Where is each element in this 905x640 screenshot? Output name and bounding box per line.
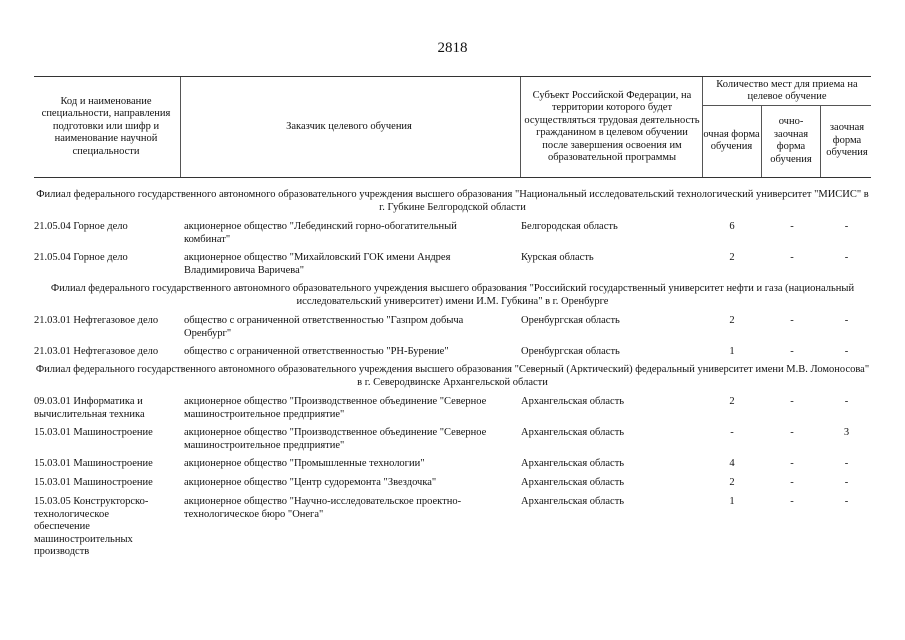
cell-full: - (730, 427, 734, 438)
cell-full: 1 (729, 496, 735, 507)
cell-full: 2 (729, 396, 735, 407)
cell-part: - (844, 396, 849, 407)
cell-mixed: - (790, 458, 794, 469)
cell-customer: общество с ограниченной ответственностью "РН-Бурение" (184, 346, 449, 357)
section-title: Филиал федерального государственного автономного образовательного учреждения высшего образования "Российский государственный университет нефти и газа (национальный исследовательский университет) имени И.М. Губкина" в г. Оренбурге (50, 283, 855, 307)
cell-customer: общество с ограниченной ответственностью "Газпром добыча Оренбург" (184, 315, 464, 339)
cell-part: - (844, 315, 849, 326)
cell-mixed: - (790, 496, 794, 507)
cell-mixed: - (790, 252, 794, 263)
cell-part: 3 (843, 427, 850, 438)
cell-region: Курская область (521, 252, 594, 263)
cell-spec: 21.05.04 Горное дело (34, 221, 128, 232)
cell-mixed: - (790, 477, 794, 488)
cell-mixed: - (790, 396, 794, 407)
cell-mixed: - (790, 221, 794, 232)
header-customer: Заказчик целевого обучения (286, 120, 412, 132)
cell-customer: акционерное общество "Производственное объединение "Северное машиностроительное предприятие" (184, 396, 487, 420)
cell-customer: акционерное общество "Михайловский ГОК имени Андрея Владимировича Варичева" (184, 252, 451, 276)
header-places: Количество мест для приема на целевое обучение (716, 78, 858, 102)
section-title: Филиал федерального государственного автономного образовательного учреждения высшего образования "Национальный исследовательский технологический университет "МИСИС" в г. Губкине Белгородской области (36, 189, 869, 213)
cell-region: Оренбургская область (521, 346, 620, 357)
header-full-time: очная форма обучения (703, 128, 760, 152)
cell-spec: 21.05.04 Горное дело (34, 252, 128, 263)
cell-region: Архангельская область (521, 427, 625, 438)
cell-region: Архангельская область (521, 458, 625, 469)
cell-mixed: - (790, 346, 794, 357)
cell-part: - (844, 346, 849, 357)
cell-region: Белгородская область (521, 221, 618, 232)
cell-customer: акционерное общество "Научно-исследовательское проектно-технологическое бюро "Онега" (184, 496, 462, 520)
page-number: 2818 (437, 40, 468, 56)
cell-full: 4 (729, 458, 735, 469)
section-title: Филиал федерального государственного автономного образовательного учреждения высшего образования "Северный (Арктический) федеральный университет имени М.В. Ломоносова" в г. Северодвинске Архангельской области (35, 364, 870, 388)
cell-full: 2 (729, 252, 735, 263)
cell-mixed: - (790, 315, 794, 326)
header-mixed: очно-заочная форма обучения (770, 116, 812, 165)
cell-region: Оренбургская область (521, 315, 620, 326)
cell-full: 1 (729, 346, 735, 357)
cell-spec: 09.03.01 Информатика и вычислительная техника (34, 396, 145, 420)
cell-region: Архангельская область (521, 496, 625, 507)
cell-full: 2 (729, 477, 735, 488)
header-part-time: заочная форма обучения (826, 122, 868, 159)
cell-full: 2 (729, 315, 735, 326)
cell-spec: 15.03.01 Машиностроение (34, 458, 153, 469)
cell-customer: акционерное общество "Промышленные технологии" (184, 458, 425, 469)
cell-spec: 15.03.01 Машиностроение (34, 477, 153, 488)
cell-customer: акционерное общество "Производственное объединение "Северное машиностроительное предприятие" (184, 427, 487, 451)
cell-spec: 15.03.01 Машиностроение (34, 427, 153, 438)
cell-part: - (844, 252, 849, 263)
cell-part: - (844, 496, 849, 507)
header-region: Субъект Российской Федерации, на территории которого будет осуществляться трудовая деятельность гражданином в целевом обучении после завершения освоения им образовательной программы (524, 89, 700, 163)
cell-spec: 21.03.01 Нефтегазовое дело (34, 315, 159, 326)
cell-part: - (844, 458, 849, 469)
cell-region: Архангельская область (521, 477, 625, 488)
cell-spec: 15.03.05 Конструкторско-технологическое обеспечение машиностроительных производств (34, 496, 149, 557)
cell-mixed: - (790, 427, 794, 438)
cell-customer: акционерное общество "Центр судоремонта "Звездочка" (184, 477, 437, 488)
header-spec: Код и наименование специальности, направления подготовки или шифр и наименование научной специальности (41, 95, 171, 157)
cell-full: 6 (729, 221, 735, 232)
cell-region: Архангельская область (521, 396, 625, 407)
cell-part: - (844, 221, 849, 232)
table-header (34, 76, 871, 178)
cell-customer: акционерное общество "Лебединский горно-обогатительный комбинат" (184, 221, 457, 245)
cell-part: - (844, 477, 849, 488)
cell-spec: 21.03.01 Нефтегазовое дело (34, 346, 159, 357)
